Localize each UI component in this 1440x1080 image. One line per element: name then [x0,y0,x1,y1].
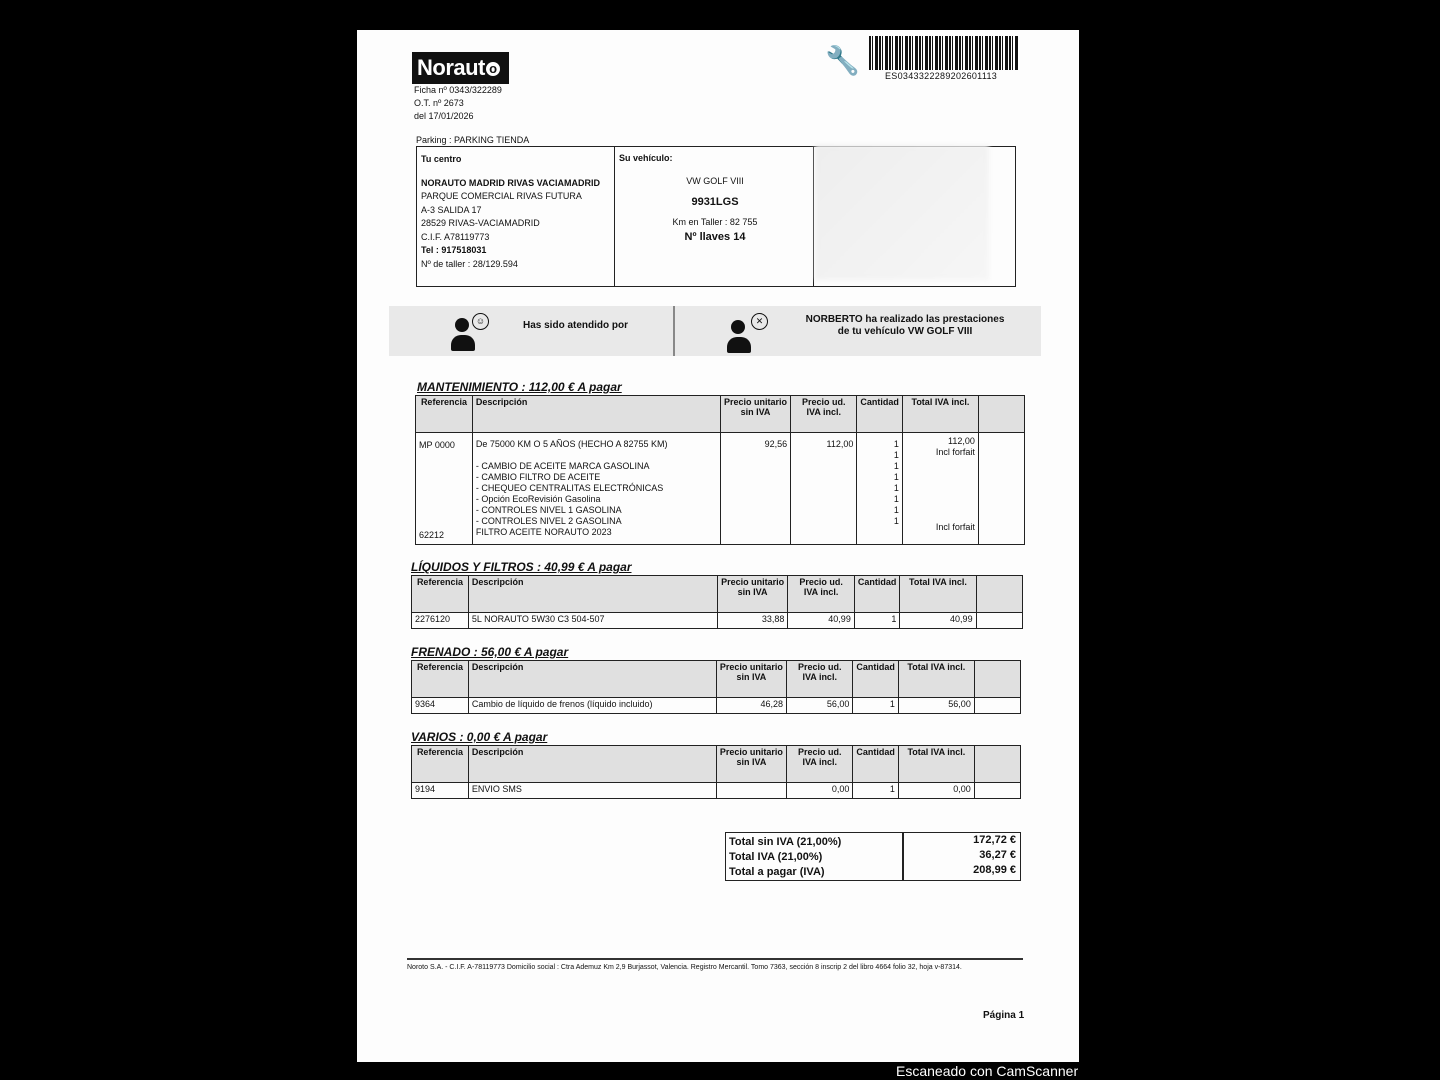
total-iva-label: Total IVA (21,00%) [729,851,823,863]
col-ref: Referencia [412,576,469,613]
table-row [412,698,1021,714]
ot-number: O.T. nº 2673 [414,98,464,108]
ref: 9194 [412,783,469,799]
total-iva: 40,99 [900,613,976,629]
col-qty: Cantidad [857,396,903,433]
quantity: 1 [853,783,899,799]
col-desc: Descripción [468,746,716,783]
norauto-logo: Noraut o [412,52,509,84]
col-desc: Descripción [472,396,720,433]
col-total: Total IVA incl. [902,396,978,433]
table-liquidos [411,575,1023,629]
desc-line: - Opción EcoRevisión Gasolina [475,494,601,504]
vehiculo-llaves: Nº llaves 14 [684,231,746,243]
vehiculo-label: Su vehículo: [619,153,673,163]
total-iva: 112,00 Incl forfait Incl forfait [902,433,978,545]
desc-line: - CONTROLES NIVEL 2 GASOLINA [475,516,622,526]
table-row [416,433,1025,545]
page-number: Página 1 [983,1010,1025,1021]
camscanner-watermark: Escaneado con CamScanner [896,1063,1079,1079]
col-pui: Precio ud. IVA incl. [788,576,854,613]
centro-label: Tu centro [421,154,462,164]
centro-line3: 28529 RIVAS-VACIAMADRID [421,218,540,228]
table-row [412,613,1023,629]
desc: ENVIO SMS [468,783,716,799]
attended-text: Has sido atendido por [523,320,629,331]
col-pui: Precio ud. IVA incl. [787,661,853,698]
table-frenado [411,660,1021,714]
advisor-icon [451,318,473,354]
table-row [412,783,1021,799]
unit-price [716,783,786,799]
centro-name: NORAUTO MADRID RIVAS VACIAMADRID [421,178,600,188]
ref: 2276120 [412,613,469,629]
tools-icon: ✕ [751,313,768,330]
total-pagar-value: 208,99 € [973,864,1016,876]
col-ref: Referencia [412,746,469,783]
parking-info: Parking : PARKING TIENDA [416,135,530,145]
service-banner [389,306,1041,356]
col-pui: Precio ud. IVA incl. [787,746,853,783]
performed-text: NORBERTO ha realizado las prestaciones de tu vehículo VW GOLF VIII [805,314,1005,337]
ref-filter: 62212 [419,530,445,540]
total-iva: 56,00 [898,698,974,714]
legal-footer: Noroto S.A. - C.I.F. A-78119773 Domicilio social : Ctra Ademuz Km 2,9 Burjassot, Valencia. Registro Mercantil. Tomo 7363, sección 8 inscrip 2 del libro 4664 folio 32, hoja v-87314. [407,964,962,971]
section-title-varios: VARIOS : 0,00 € A pagar [411,730,548,744]
quantities: 1 1 1 1 1 1 1 1 [857,433,903,545]
unit-price-iva: 56,00 [787,698,853,714]
col-qty: Cantidad [854,576,900,613]
col-pu: Precio unitario sin IVA [717,576,788,613]
desc: 5L NORAUTO 5W30 C3 504-507 [468,613,717,629]
centro-cif: C.I.F. A78119773 [421,232,490,242]
vehiculo-km: Km en Taller : 82 755 [672,217,758,227]
centro-tel: Tel : 917518031 [421,245,487,255]
ref-mp: MP 0000 [419,440,455,450]
barcode [869,36,1019,70]
col-desc: Descripción [468,661,716,698]
col-ref: Referencia [412,661,469,698]
invoice-page [357,30,1079,1062]
total-pagar-label: Total a pagar (IVA) [729,866,825,878]
col-pu: Precio unitario sin IVA [716,661,786,698]
order-date: del 17/01/2026 [414,111,474,121]
table-varios [411,745,1021,799]
desc-line: - CAMBIO DE ACEITE MARCA GASOLINA [475,461,650,471]
centro-line2: A-3 SALIDA 17 [421,205,482,215]
wrench-icon: 🔧 [825,45,860,76]
total-sin-iva-value: 172,72 € [973,834,1016,846]
col-qty: Cantidad [853,661,899,698]
col-pu: Precio unitario sin IVA [720,396,790,433]
unit-price-iva: 112,00 [791,433,857,545]
section-title-frenado: FRENADO : 56,00 € A pagar [411,645,569,659]
total-iva-value: 36,27 € [979,849,1016,861]
quantity: 1 [854,613,900,629]
col-pui: Precio ud. IVA incl. [791,396,857,433]
ficha-number: Ficha nº 0343/322289 [414,85,502,95]
unit-price: 46,28 [716,698,786,714]
table-mantenimiento [415,395,1025,545]
centro-line1: PARQUE COMERCIAL RIVAS FUTURA [421,191,582,201]
totals-box [725,832,1021,881]
col-total: Total IVA incl. [898,661,974,698]
desc-line: - CAMBIO FILTRO DE ACEITE [475,472,601,482]
section-title-mantenimiento: MANTENIMIENTO : 112,00 € A pagar [417,380,622,394]
centro-taller: Nº de taller : 28/129.594 [421,259,518,269]
col-total: Total IVA incl. [900,576,976,613]
barcode-number: ES0343322289202601113 [885,71,998,81]
vehiculo-plate: 9931LGS [691,196,739,208]
desc-line: - CHEQUEO CENTRALITAS ELECTRÓNICAS [475,483,664,493]
desc: Cambio de líquido de frenos (líquido incluido) [468,698,716,714]
desc-line: De 75000 KM O 5 AÑOS (HECHO A 82755 KM) [475,439,668,449]
footer-divider [407,958,1023,960]
unit-price: 33,88 [717,613,788,629]
unit-price-iva: 40,99 [788,613,854,629]
total-iva: 0,00 [898,783,974,799]
ref: 9364 [412,698,469,714]
smiley-icon: ☺ [472,313,489,330]
section-title-liquidos: LÍQUIDOS Y FILTROS : 40,99 € A pagar [411,560,632,574]
desc-line: FILTRO ACEITE NORAUTO 2023 [475,527,612,537]
col-desc: Descripción [468,576,717,613]
redacted-customer-info [815,145,989,280]
mechanic-icon [727,320,749,356]
col-qty: Cantidad [853,746,899,783]
total-sin-iva-label: Total sin IVA (21,00%) [729,836,842,848]
unit-price: 92,56 [720,433,790,545]
col-ref: Referencia [416,396,473,433]
desc-line: - CONTROLES NIVEL 1 GASOLINA [475,505,622,515]
vehiculo-model: VW GOLF VIII [686,176,744,186]
col-total: Total IVA incl. [898,746,974,783]
quantity: 1 [853,698,899,714]
col-pu: Precio unitario sin IVA [716,746,786,783]
unit-price-iva: 0,00 [787,783,853,799]
